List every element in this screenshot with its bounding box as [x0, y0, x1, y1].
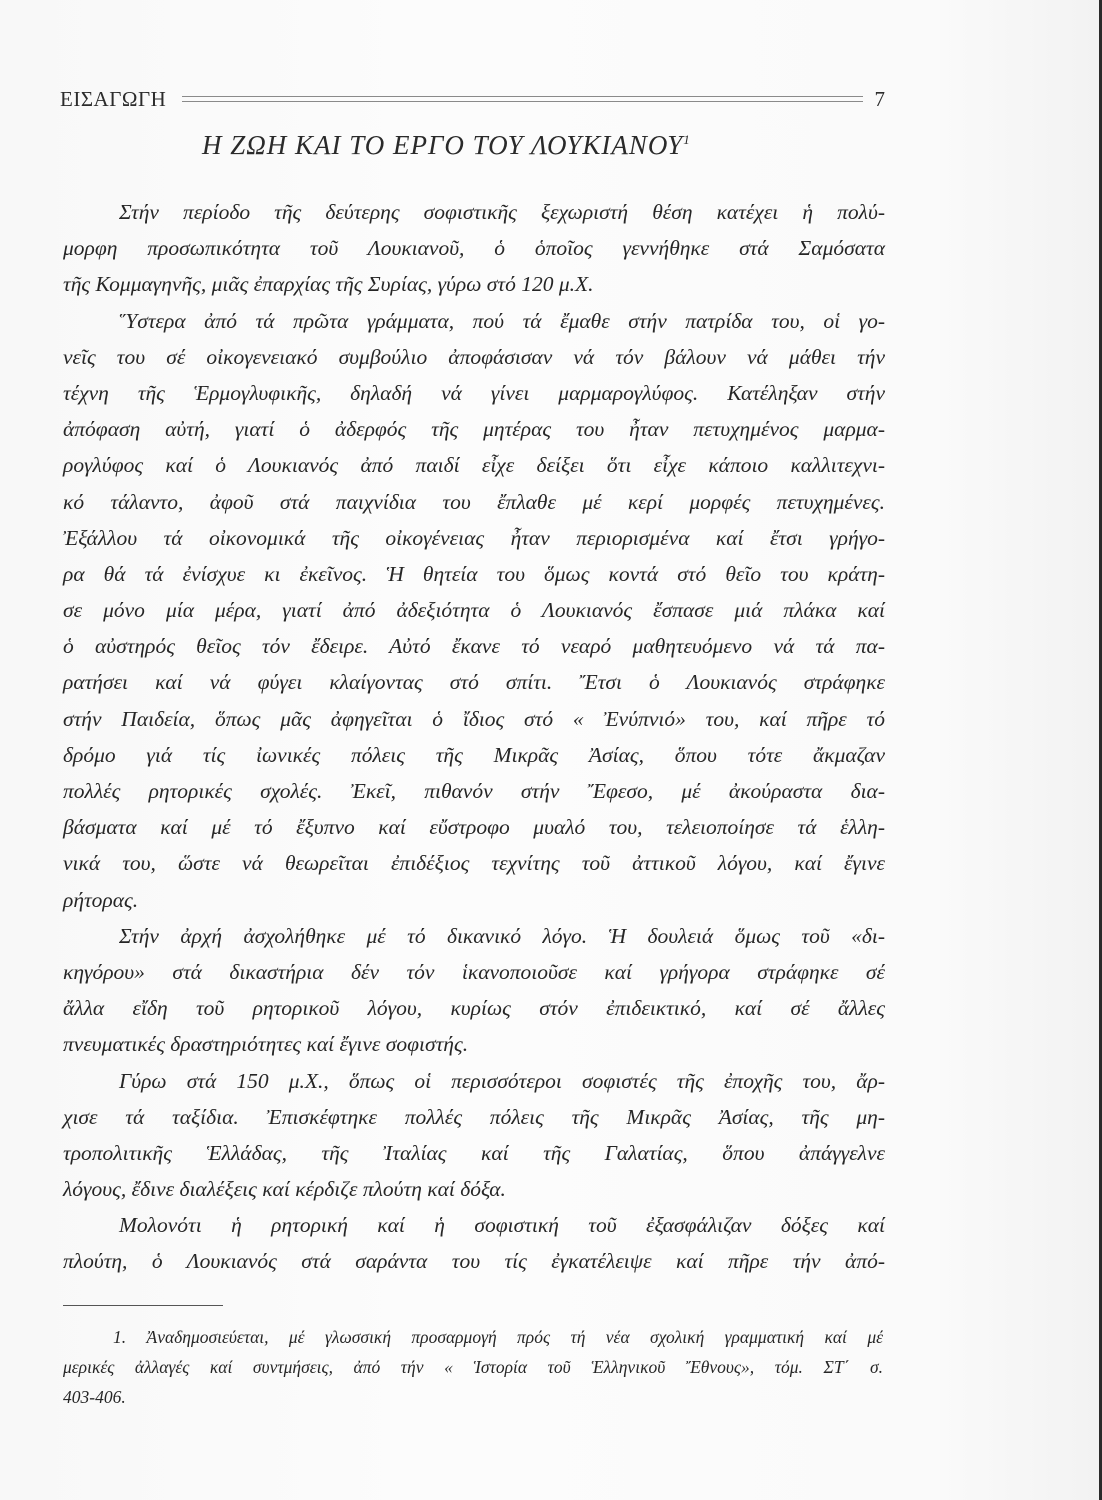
text-line: σε μόνο μία μέρα, γιατί ἀπό ἀδεξιότητα ὁ Λουκιανός ἔσπασε μιά πλάκα καί	[63, 598, 885, 623]
chapter-title-text: Η ΖΩΗ ΚΑΙ ΤΟ ΕΡΓΟ ΤΟΥ ΛΟΥΚΙΑΝΟΥ	[202, 130, 684, 160]
text-line: κηγόρου» στά δικαστήρια δέν τόν ἱκανοποιοῦσε καί γρήγορα στράφηκε σέ	[63, 959, 885, 984]
text-line: ἄλλα εἴδη τοῦ ρητορικοῦ λόγου, κυρίως στόν ἐπιδεικτικό, καί σέ ἄλλες	[63, 996, 885, 1021]
page-number: 7	[874, 86, 885, 111]
section-title: ΕΙΣΑΓΩΓΗ	[60, 86, 167, 111]
running-header	[60, 84, 885, 114]
footnote-separator	[63, 1305, 223, 1306]
text-line: Μολονότι ἡ ρητορική καί ἡ σοφιστική τοῦ ἐξασφάλιζαν δόξες καί	[119, 1213, 885, 1238]
footnote-line: μερικές ἀλλαγές καί συντμήσεις, ἀπό τήν « Ἱστορία τοῦ Ἑλληνικοῦ Ἔθνους», τόμ. ΣΤ΄ σ.	[63, 1357, 883, 1377]
text-line: ἀπόφαση αὐτή, γιατί ὁ ἀδερφός τῆς μητέρας του ἦταν πετυχημένος μαρμα-	[63, 417, 885, 442]
footnote-line: 403-406.	[63, 1387, 126, 1407]
text-line: τῆς Κομμαγηνῆς, μιᾶς ἐπαρχίας τῆς Συρίας, γύρω στό 120 μ.Χ.	[63, 272, 594, 297]
text-line: πνευματικές δραστηριότητες καί ἔγινε σοφιστής.	[63, 1032, 469, 1057]
text-line: ρα θά τά ἐνίσχυε κι ἐκεῖνος. Ἡ θητεία του ὅμως κοντά στό θεῖο του κράτη-	[63, 561, 885, 586]
footnote-line: 1. Ἀναδημοσιεύεται, μέ γλωσσική προσαρμογή πρός τή νέα σχολική γραμματική καί μέ	[113, 1327, 883, 1347]
text-line: λόγους, ἔδινε διαλέξεις καί κέρδιζε πλούτη καί δόξα.	[63, 1177, 506, 1202]
text-line: μορφη προσωπικότητα τοῦ Λουκιανοῦ, ὁ ὁποῖος γεννήθηκε στά Σαμόσατα	[63, 236, 885, 261]
text-line: χισε τά ταξίδια. Ἐπισκέφτηκε πολλές πόλεις τῆς Μικρᾶς Ἀσίας, τῆς μη-	[63, 1104, 885, 1129]
text-line: πλούτη, ὁ Λουκιανός στά σαράντα του τίς ἐγκατέλειψε καί πῆρε τήν ἀπό-	[63, 1249, 885, 1274]
text-line: ρατήσει καί νά φύγει κλαίγοντας στό σπίτι. Ἔτσι ὁ Λουκιανός στράφηκε	[63, 670, 885, 695]
text-line: Γύρω στά 150 μ.Χ., ὅπως οἱ περισσότεροι σοφιστές τῆς ἐποχῆς του, ἄρ-	[119, 1068, 885, 1093]
text-line: Στήν περίοδο τῆς δεύτερης σοφιστικῆς ξεχωριστή θέση κατέχει ἡ πολύ-	[119, 200, 885, 224]
text-line: νεῖς του σέ οἰκογενειακό συμβούλιο ἀποφάσισαν νά τόν βάλουν νά μάθει τήν	[63, 344, 885, 369]
footnotes	[63, 1322, 883, 1412]
text-line: τέχνη τῆς Ἑρμογλυφικῆς, δηλαδή νά γίνει μαρμαρογλύφος. Κατέληξαν στήν	[63, 380, 885, 405]
text-line: στήν Παιδεία, ὅπως μᾶς ἀφηγεῖται ὁ ἴδιος στό « Ἐνύπνιό» του, καί πῆρε τό	[63, 706, 885, 731]
text-line: ὁ αὐστηρός θεῖος τόν ἔδειρε. Αὐτό ἔκανε τό νεαρό μαθητευόμενο νά τά πα-	[63, 634, 885, 659]
text-line: νικά του, ὥστε νά θεωρεῖται ἐπιδέξιος τεχνίτης τοῦ ἀττικοῦ λόγου, καί ἔγινε	[63, 851, 885, 876]
header-double-rule	[182, 96, 862, 102]
text-line: βάσματα καί μέ τό ἔξυπνο καί εὔστροφο μυαλό του, τελειοποίησε τά ἑλλη-	[63, 815, 885, 840]
text-line: τροπολιτικῆς Ἑλλάδας, τῆς Ἰταλίας καί τῆς Γαλατίας, ὅπου ἀπάγγελνε	[63, 1140, 885, 1165]
text-line: Ὕστερα ἀπό τά πρῶτα γράμματα, πού τά ἔμαθε στήν πατρίδα του, οἱ γο-	[119, 308, 885, 333]
text-line: πολλές ρητορικές σχολές. Ἐκεῖ, πιθανόν στήν Ἔφεσο, μέ ἀκούραστα δια-	[63, 779, 885, 803]
text-line: ρήτορας.	[63, 887, 139, 912]
text-line: ρογλύφος καί ὁ Λουκιανός ἀπό παιδί εἶχε δείξει ὅτι εἶχε κάποιο καλλιτεχνι-	[63, 453, 885, 478]
text-line: Στήν ἀρχή ἀσχολήθηκε μέ τό δικανικό λόγο. Ἡ δουλειά ὅμως τοῦ «δι-	[119, 923, 885, 948]
text-line: Ἐξάλλου τά οἰκονομικά τῆς οἰκογένειας ἦταν περιορισμένα καί ἔτσι γρήγο-	[63, 525, 885, 550]
footnote-reference: 1	[683, 132, 691, 147]
text-line: δρόμο γιά τίς ἰωνικές πόλεις τῆς Μικρᾶς Ἀσίας, ὅπου τότε ἄκμαζαν	[63, 742, 885, 767]
text-line: κό τάλαντο, ἀφοῦ στά παιχνίδια του ἔπλαθε μέ κερί μορφές πετυχημένες.	[63, 489, 885, 514]
body-text	[63, 194, 885, 1280]
